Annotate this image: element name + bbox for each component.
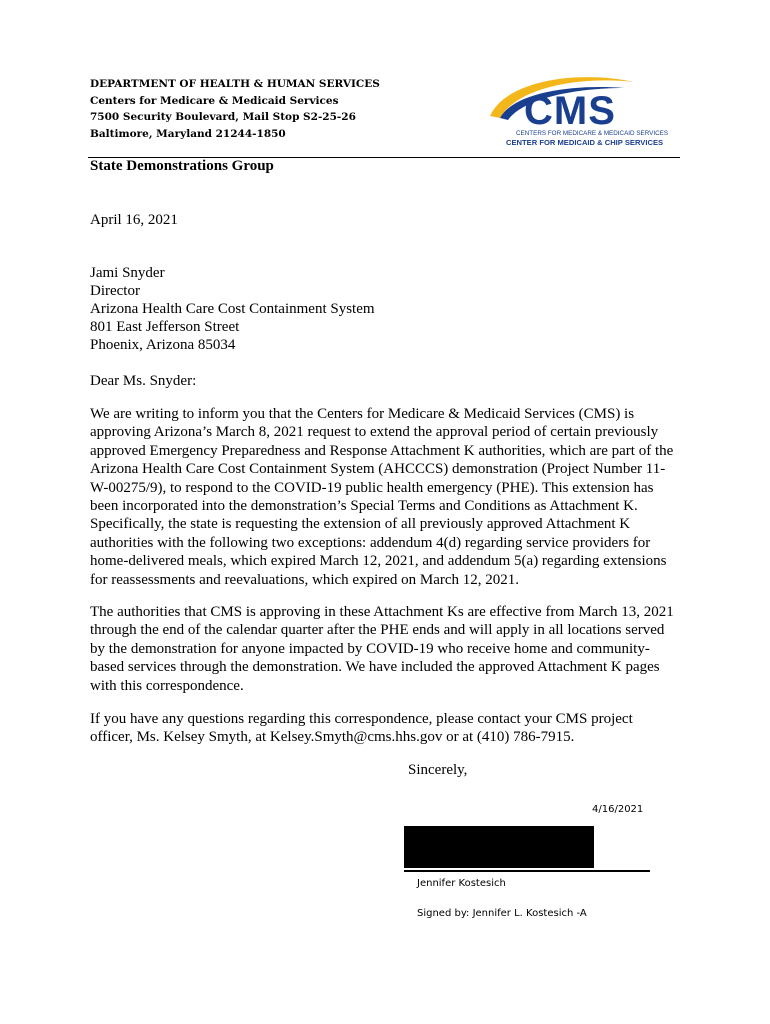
- agency-name: Centers for Medicare & Medicaid Services: [90, 94, 339, 107]
- department-name: DEPARTMENT OF HEALTH & HUMAN SERVICES: [90, 78, 380, 90]
- paragraph-line: for reassessments and reevaluations, which expired on March 12, 2021.: [90, 571, 520, 588]
- signed-by: Signed by: Jennifer L. Kostesich -A: [417, 908, 587, 919]
- paragraph-line: officer, Ms. Kelsey Smyth, at Kelsey.Smyth@cms.hhs.gov or at (410) 786-7915.: [90, 729, 575, 746]
- salutation: Dear Ms. Snyder:: [90, 373, 197, 389]
- paragraph-line: authorities with the following two exceptions: addendum 4(d) regarding service providers for: [90, 534, 651, 551]
- recipient-block: [90, 264, 375, 354]
- cms-logo: [484, 72, 674, 152]
- paragraph-line: home-delivered meals, which expired March 12, 2021, and addendum 5(a) regarding extensions: [90, 553, 667, 570]
- paragraph-1: [90, 405, 673, 589]
- paragraph-line: approving Arizona’s March 8, 2021 request to extend the approval period of certain previously: [90, 424, 659, 441]
- paragraph-2: [90, 603, 674, 695]
- paragraph-line: We are writing to inform you that the Centers for Medicare & Medicaid Services (CMS) is: [90, 406, 635, 422]
- closing: Sincerely,: [408, 762, 468, 778]
- paragraph-line: been incorporated into the demonstration’s Special Terms and Conditions as Attachment K.: [90, 498, 638, 515]
- logo-acronym: CMS: [524, 89, 616, 133]
- group-heading: State Demonstrations Group: [90, 158, 274, 174]
- paragraph-line: Arizona Health Care Cost Containment System (AHCCCS) demonstration (Project Number 11-: [90, 461, 666, 478]
- signature-date: 4/16/2021: [592, 804, 644, 815]
- redacted-signature: [404, 826, 594, 868]
- recipient-title: Director: [90, 283, 140, 299]
- paragraph-line: through the end of the calendar quarter after the PHE ends and will apply in all locations served: [90, 622, 665, 639]
- paragraph-line: If you have any questions regarding this correspondence, please contact your CMS project: [90, 711, 633, 727]
- logo-line1: CENTERS FOR MEDICARE & MEDICAID SERVICES: [516, 130, 669, 137]
- paragraph-line: W-00275/9), to respond to the COVID-19 public health emergency (PHE). This extension has: [90, 479, 654, 496]
- logo-line2: CENTER FOR MEDICAID & CHIP SERVICES: [506, 138, 664, 147]
- street-address: 7500 Security Boulevard, Mail Stop S2-25-26: [90, 111, 356, 123]
- city-address: Baltimore, Maryland 21244-1850: [90, 127, 286, 140]
- letterhead-address: [90, 76, 410, 142]
- paragraph-line: approved Emergency Preparedness and Response Attachment K authorities, which are part of the: [90, 442, 674, 459]
- signature-line: [404, 870, 650, 872]
- letter-date: April 16, 2021: [90, 212, 178, 228]
- recipient-city: Phoenix, Arizona 85034: [90, 337, 236, 353]
- paragraph-3: [90, 710, 633, 747]
- paragraph-line: with this correspondence.: [90, 677, 244, 694]
- paragraph-line: based services through the demonstration. We have included the approved Attachment K pages: [90, 659, 660, 676]
- recipient-name: Jami Snyder: [90, 265, 165, 281]
- paragraph-line: The authorities that CMS is approving in these Attachment Ks are effective from March 13, 2021: [90, 604, 674, 620]
- recipient-street: 801 East Jefferson Street: [90, 319, 240, 335]
- paragraph-line: by the demonstration for anyone impacted by COVID-19 who receive home and community-: [90, 640, 650, 657]
- signer-name: Jennifer Kostesich: [417, 878, 506, 889]
- recipient-org: Arizona Health Care Cost Containment System: [90, 301, 375, 317]
- paragraph-line: Specifically, the state is requesting the extension of all previously approved Attachment K: [90, 516, 631, 533]
